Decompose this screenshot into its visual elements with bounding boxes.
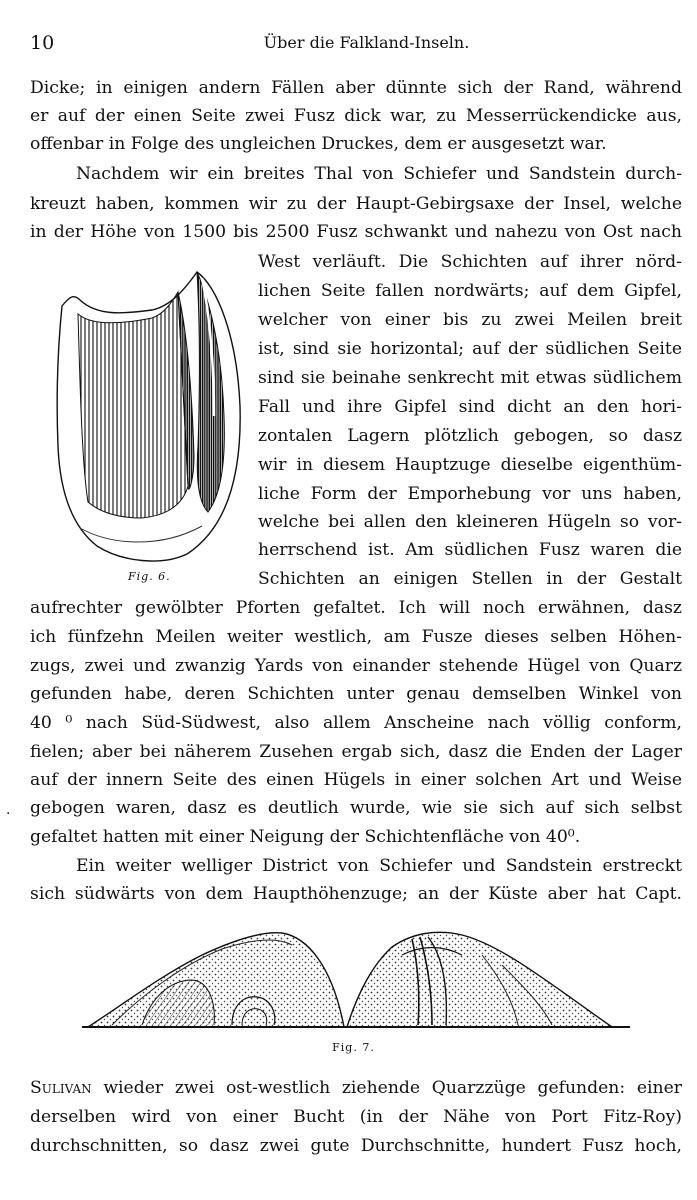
text-line: lichen Seite fallen nordwärts; auf dem Gipfel, <box>258 281 682 301</box>
text-line: durchschnitten, so dasz zwei gute Durchschnitte, hundert Fusz hoch, <box>30 1136 682 1156</box>
page-header <box>30 32 683 56</box>
text-line: welcher von einer bis zu zwei Meilen breit <box>258 310 682 330</box>
text-line: gefaltet hatten mit einer Neigung der Schichtenfläche von 40⁰. <box>30 827 581 847</box>
text-line: Ein weiter welliger District von Schiefer und Sandstein erstreckt <box>76 856 682 876</box>
running-title: Über die Falkland-Inseln. <box>263 33 470 52</box>
text-line: welche bei allen den kleineren Hügeln so vor- <box>258 512 682 532</box>
text-line: gebogen waren, dasz es deutlich wurde, wie sie sich auf sich selbst <box>30 798 682 818</box>
text-line: Nachdem wir ein breites Thal von Schiefer und Sandstein durch- <box>76 164 682 184</box>
text-line-first-bottom <box>30 1078 682 1098</box>
figure-7-illustration <box>82 925 630 1031</box>
text-line: derselben wird von einer Bucht (in der Nähe von Port Fitz-Roy) <box>30 1107 682 1127</box>
text-line: West verläuft. Die Schichten auf ihrer nörd- <box>258 252 682 272</box>
text-line: 40 ⁰ nach Süd-Südwest, also allem Anscheine nach völlig conform, <box>30 713 682 733</box>
text-line: aufrechter gewölbter Pforten gefaltet. Ich will noch erwähnen, dasz <box>30 598 682 618</box>
text-line: gefunden habe, deren Schichten unter genau demselben Winkel von <box>30 684 682 704</box>
text-line: kreuzt haben, kommen wir zu der Haupt-Gebirgsaxe der Insel, welche <box>30 194 682 214</box>
text-line: er auf der einen Seite zwei Fusz dick war, zu Messerrückendicke aus, <box>30 106 682 126</box>
margin-dot: · <box>6 806 11 822</box>
text-line: herrschend ist. Am südlichen Fusz waren die <box>258 540 682 560</box>
text-line: offenbar in Folge des ungleichen Druckes, dem er ausgesetzt war. <box>30 134 607 154</box>
text-line-rest: wieder zwei ost-westlich ziehende Quarzzüge gefunden: einer <box>91 1078 682 1098</box>
text-line: auf der innern Seite des einen Hügels in einer solchen Art und Weise <box>30 770 682 790</box>
text-line: ich fünfzehn Meilen weiter westlich, am Fusze dieses selben Höhen- <box>30 627 682 647</box>
text-line: zontalen Lagern plötzlich gebogen, so dasz <box>258 426 682 446</box>
text-line: sich südwärts von dem Haupthöhenzuge; an der Küste aber hat Capt. <box>30 884 682 904</box>
text-line: zugs, zwei und zwanzig Yards von einander stehende Hügel von Quarz <box>30 656 682 676</box>
text-line: Schichten an einigen Stellen in der Gestalt <box>258 569 682 589</box>
figure-6-caption: Fig. 6. <box>128 570 171 583</box>
text-line: fielen; aber bei näherem Zusehen ergab sich, dasz die Enden der Lager <box>30 742 682 762</box>
figure-7-caption: Fig. 7. <box>332 1041 375 1054</box>
page-number: 10 <box>30 32 55 54</box>
text-line: Dicke; in einigen andern Fällen aber dünnte sich der Rand, während <box>30 78 682 98</box>
text-line: in der Höhe von 1500 bis 2500 Fusz schwankt und nahezu von Ost nach <box>30 222 682 242</box>
text-line: liche Form der Emporhebung vor uns haben, <box>258 484 682 504</box>
figure-6-illustration <box>52 266 246 566</box>
text-line: ist, sind sie horizontal; auf der südlichen Seite <box>258 339 682 359</box>
text-line: wir in diesem Hauptzuge dieselbe eigenthüm- <box>258 455 682 475</box>
text-line: sind sie beinahe senkrecht mit etwas südlichem <box>258 368 682 388</box>
author-name-small-caps: Sulivan <box>30 1078 92 1098</box>
text-line: Fall und ihre Gipfel sind dicht an den hori- <box>258 397 682 417</box>
